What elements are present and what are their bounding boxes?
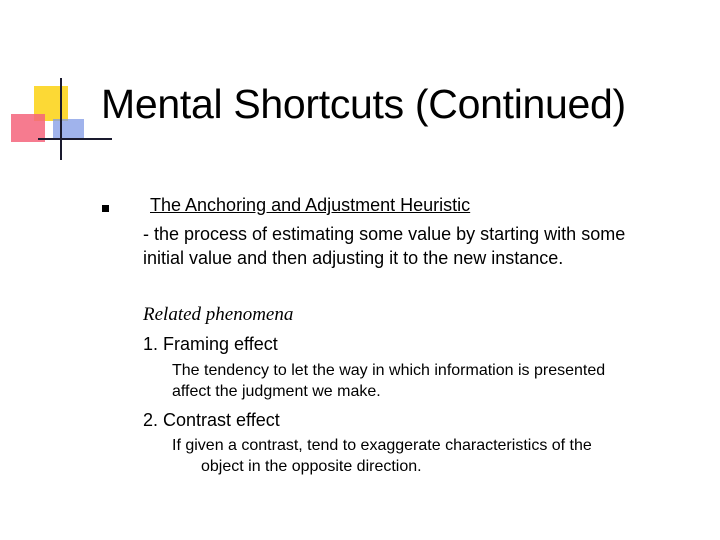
- contrast-effect-detail-line-2: object in the opposite direction.: [201, 458, 422, 475]
- framing-effect-item: 1. Framing effect: [143, 334, 278, 354]
- contrast-effect-detail-line-1: If given a contrast, tend to exaggerate characteristics of the: [172, 437, 592, 454]
- slide-title: Mental Shortcuts (Continued): [101, 81, 626, 127]
- decor-blue-block: [53, 119, 84, 140]
- decor-pink-block: [11, 114, 45, 142]
- description-line-1: - the process of estimating some value by starting with some: [143, 224, 626, 244]
- bullet-marker: [102, 205, 109, 212]
- framing-effect-detail-line-2: affect the judgment we make.: [172, 383, 381, 400]
- bullet-heading: [150, 193, 470, 217]
- framing-effect-detail-line-1: The tendency to let the way in which information is presented: [172, 362, 606, 379]
- heuristic-name: The Anchoring and Adjustment Heuristic: [150, 195, 471, 215]
- related-phenomena-label: Related phenomena: [143, 304, 294, 325]
- description-line-2: initial value and then adjusting it to the new instance.: [143, 248, 564, 268]
- contrast-effect-item: 2. Contrast effect: [143, 410, 280, 430]
